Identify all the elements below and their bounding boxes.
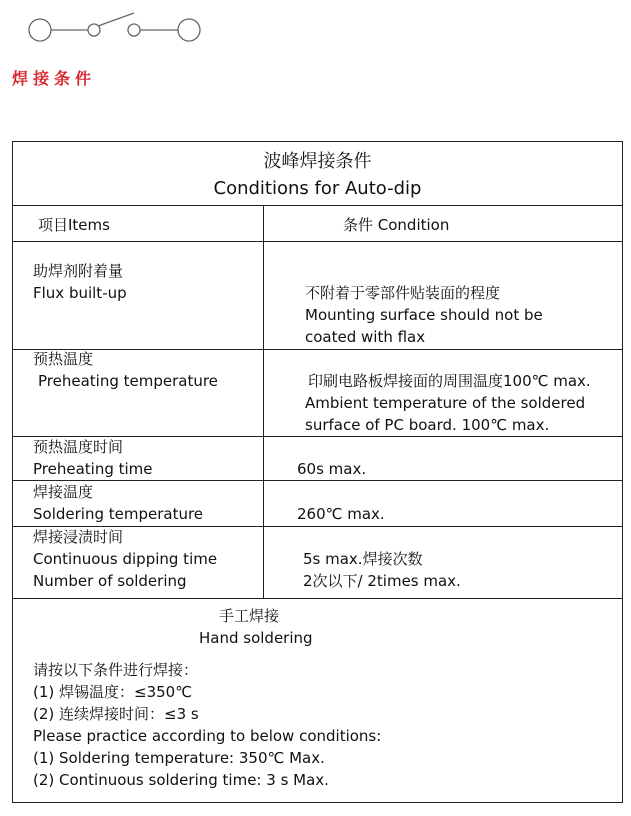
- table-rule: [13, 480, 622, 481]
- row-item-en: Soldering temperature: [33, 505, 204, 523]
- hand-line: (2) Continuous soldering time: 3 s Max.: [33, 771, 329, 789]
- hand-title-cn: 手工焊接: [219, 607, 280, 625]
- row-condition-line: 260℃ max.: [297, 505, 385, 523]
- row-item-cn: 焊接温度: [33, 483, 94, 501]
- row-condition-line: Ambient temperature of the soldered: [305, 394, 586, 412]
- hand-line: 请按以下条件进行焊接：: [33, 661, 199, 679]
- row-condition-line: Mounting surface should not be: [305, 306, 543, 324]
- table-rule: [13, 598, 622, 599]
- row-condition-line: 60s max.: [297, 460, 367, 478]
- hand-line: (2) 连续焊接时间：≤3 s: [33, 705, 199, 723]
- row-item-cn: 焊接浸渍时间: [33, 528, 124, 546]
- row-item-en: Preheating temperature: [38, 372, 218, 390]
- column-header-items: 项目Items: [38, 216, 110, 234]
- table-rule: [13, 205, 622, 206]
- table-title-en: Conditions for Auto-dip: [213, 178, 422, 199]
- row-condition-line: coated with flax: [305, 328, 426, 346]
- hand-line: Please practice according to below conditions:: [33, 727, 382, 745]
- row-item-en: Flux built-up: [33, 284, 127, 302]
- switch-symbol-icon: [26, 10, 206, 44]
- row-condition-line: 不附着于零部件贴装面的程度: [305, 284, 501, 302]
- column-divider: [263, 205, 264, 598]
- section-title: 焊接条件: [12, 69, 97, 88]
- table-rule: [13, 349, 622, 350]
- row-condition-line: surface of PC board. 100℃ max.: [305, 416, 550, 434]
- row-item-cn: 助焊剂附着量: [33, 262, 124, 280]
- row-item-cn: 预热温度时间: [33, 438, 124, 456]
- row-item-cn: 预热温度: [33, 350, 94, 368]
- row-item-en: Continuous dipping time: [33, 550, 218, 568]
- column-header-condition: 条件 Condition: [343, 216, 450, 234]
- row-item-en: Preheating time: [33, 460, 153, 478]
- hand-line: (1) Soldering temperature: 350℃ Max.: [33, 749, 325, 767]
- table-rule: [13, 241, 622, 242]
- row-condition-line: 2次以下/ 2times max.: [303, 572, 461, 590]
- table-title-cn: 波峰焊接条件: [263, 151, 372, 172]
- hand-line: (1) 焊锡温度：≤350℃: [33, 683, 193, 701]
- row-condition-line: 5s max.焊接次数: [303, 550, 423, 568]
- hand-title-en: Hand soldering: [199, 629, 313, 647]
- soldering-conditions-table: [12, 141, 623, 803]
- row-condition-line: 印刷电路板焊接面的周围温度100℃ max.: [308, 372, 591, 390]
- row-item-en: Number of soldering: [33, 572, 187, 590]
